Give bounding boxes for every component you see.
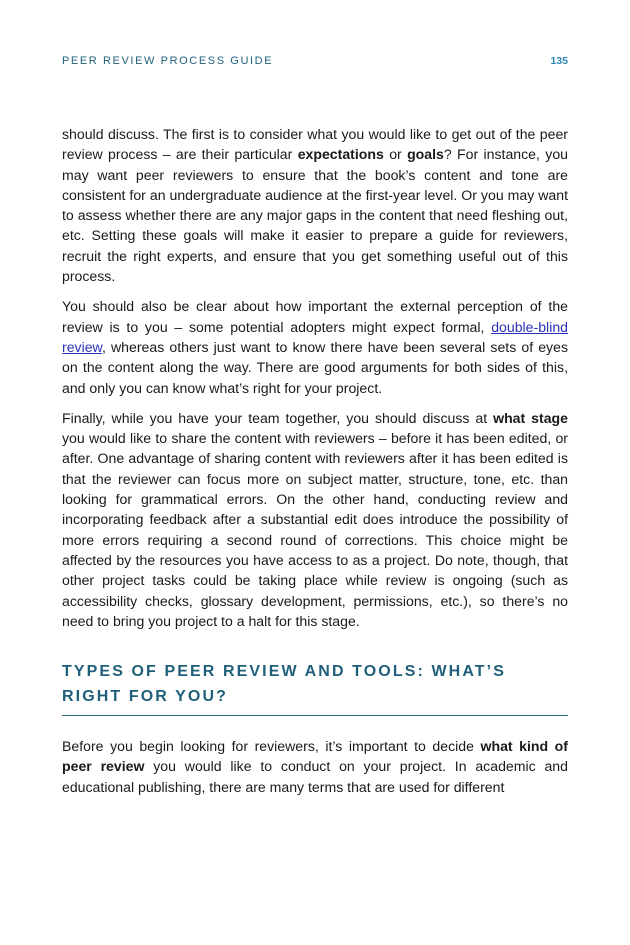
text-run: you would like to conduct on your project. In academic and educational publishing, there are many terms that are used for different bbox=[62, 758, 568, 795]
page-number: 135 bbox=[550, 55, 568, 67]
bold-term-kind-of-review: what kind of peer review bbox=[62, 738, 568, 775]
double-blind-review-link[interactable]: double-blind review bbox=[62, 318, 568, 355]
bold-term-what-stage: what stage bbox=[493, 409, 568, 426]
text-run: you would like to share the content with reviewers – before it has been edited, or after. One advantage of sharing content with reviewers after it has been edited is that the reviewer can focus more on subject matter, structure, tone, etc. than looking for grammatical errors. On the other hand, conducting review and incorporating feedback after a substantial edit does introduce the possibility of more errors requiring a second round of corrections. This choice might be affected by the resources you have access to as a project. Do note, though, that other project tasks could be taking place while review is ongoing (such as accessibility checks, glossary development, permissions, etc.), so there’s no need to bring you project to a halt for this stage. bbox=[62, 430, 568, 629]
text-run: should discuss. The first is to consider what you would like to get out of the peer review process – are their particular bbox=[62, 126, 568, 163]
paragraph-kind-of-review bbox=[62, 736, 568, 797]
header-title: PEER REVIEW PROCESS GUIDE bbox=[62, 55, 274, 67]
bold-term-expectations: expectations bbox=[297, 146, 384, 163]
bold-term-goals: goals bbox=[407, 146, 444, 163]
text-run: You should also be clear about how important the external perception of the review is to you – some potential adopters might expect formal, bbox=[62, 298, 568, 335]
running-header bbox=[62, 55, 568, 67]
text-run: Finally, while you have your team together, you should discuss at bbox=[62, 409, 494, 426]
text-run: Before you begin looking for reviewers, it’s important to decide bbox=[62, 738, 481, 755]
paragraph-goals bbox=[62, 124, 568, 286]
text-run: or bbox=[383, 146, 408, 163]
section-heading: TYPES OF PEER REVIEW AND TOOLS: WHAT’S RIGHT FOR YOU? bbox=[62, 659, 568, 716]
body-content bbox=[62, 124, 568, 807]
paragraph-perception bbox=[62, 296, 568, 397]
text-run: , whereas others just want to know there have been several sets of eyes on the content along the way. There are good arguments for both sides of this, and only you can know what’s right for your project. bbox=[62, 338, 568, 396]
text-run: ? For instance, you may want peer reviewers to ensure that the book’s content and tone are consistent for an undergraduate audience at the first-year level. Or you may want to assess whether there are any major gaps in the content that need fleshing out, etc. Setting these goals will make it easier to prepare a guide for reviewers, recruit the right experts, and ensure that you get something useful out of this process. bbox=[62, 146, 568, 285]
paragraph-stage bbox=[62, 408, 568, 631]
